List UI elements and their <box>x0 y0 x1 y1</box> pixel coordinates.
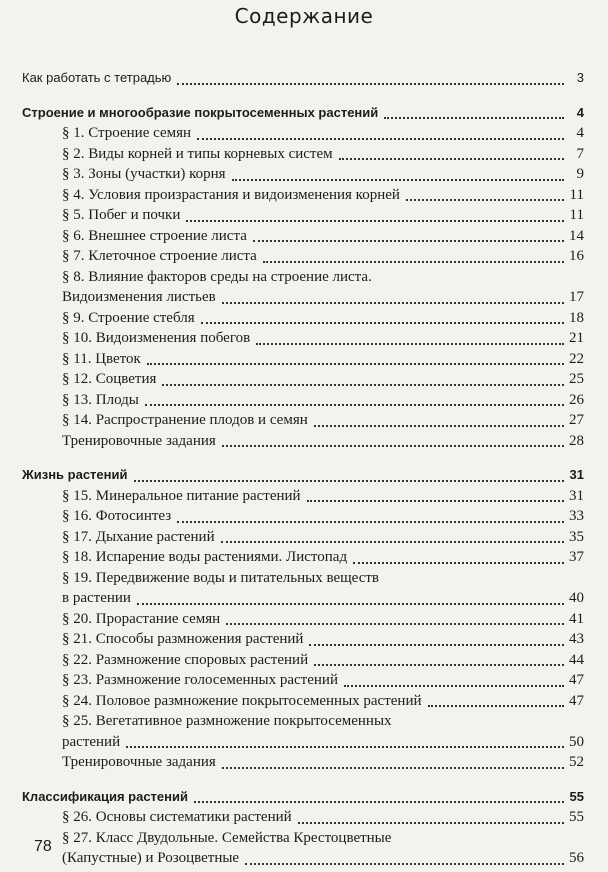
dot-leader <box>134 480 565 482</box>
dot-leader <box>201 322 564 324</box>
toc-entry <box>22 486 584 507</box>
dot-leader <box>194 801 564 803</box>
dot-leader <box>197 138 564 140</box>
page-title: Содержание <box>234 4 374 28</box>
toc-entry-label: § 23. Размножение голосеменных растений <box>62 672 338 688</box>
toc-entry-label: § 10. Видоизменения побегов <box>62 330 251 346</box>
toc-page-number: 31 <box>569 487 584 504</box>
toc-entry <box>22 848 584 869</box>
toc-page-number: 22 <box>569 350 584 367</box>
dot-leader <box>177 83 564 85</box>
toc-entry <box>22 629 584 650</box>
toc-entry-label: § 18. Испарение воды растениями. Листопад <box>62 549 348 565</box>
dot-leader <box>222 767 564 769</box>
toc-entry <box>22 205 584 226</box>
toc-page-number: 37 <box>569 549 584 565</box>
toc-entry-label: Тренировочные задания <box>62 754 216 770</box>
toc-section-heading <box>22 787 584 808</box>
dot-leader <box>137 603 564 605</box>
dot-leader <box>309 644 564 646</box>
toc-entry-label: § 17. Дыхание растений <box>62 528 215 545</box>
section-gap <box>22 451 584 465</box>
toc-page-number: 52 <box>569 754 584 770</box>
toc-entry-label: § 14. Распространение плодов и семян <box>62 412 308 428</box>
dot-leader <box>221 541 564 543</box>
toc-entry-label: в растении <box>62 590 131 606</box>
dot-leader <box>428 705 564 707</box>
dot-leader <box>253 240 564 242</box>
toc-entry-label: § 8. Влияние факторов среды на строение листа. <box>62 268 372 285</box>
toc-entry <box>22 588 584 609</box>
toc-page-number: 25 <box>569 371 584 387</box>
dot-leader <box>298 822 564 824</box>
toc-entry <box>22 164 584 185</box>
toc-entry-label: § 4. Условия произрастания и видоизменения корней <box>62 186 400 203</box>
dot-leader <box>314 664 564 666</box>
toc-page-number: 44 <box>569 651 584 668</box>
toc-entry-label: Жизнь растений <box>22 467 128 482</box>
toc-page-number: 26 <box>569 391 584 408</box>
toc-page-number: 56 <box>569 850 584 866</box>
toc-entry-label: § 7. Клеточное строение листа <box>62 248 257 264</box>
toc-page-number: 18 <box>569 309 584 326</box>
toc-entry-label: § 13. Плоды <box>62 391 139 408</box>
toc-page-number: 4 <box>576 125 584 141</box>
toc-page-number: 4 <box>576 104 584 120</box>
toc-entry <box>22 547 584 568</box>
toc-entry-label: § 12. Соцветия <box>62 371 157 387</box>
dot-leader <box>222 445 564 447</box>
toc-entry-label: § 20. Прорастание семян <box>62 610 221 627</box>
toc-entry <box>22 752 584 773</box>
toc-page-number: 35 <box>569 528 584 545</box>
section-gap <box>22 89 584 103</box>
toc-entry <box>22 828 584 849</box>
toc-entry-label: Тренировочные задания <box>62 432 216 449</box>
toc-entry <box>22 144 584 165</box>
dot-leader <box>263 261 564 263</box>
dot-leader <box>353 562 564 564</box>
toc-entry <box>22 369 584 390</box>
toc-entry-label: § 27. Класс Двудольные. Семейства Крестоцветные <box>62 829 392 846</box>
toc-page-number: 41 <box>569 610 584 627</box>
toc-entry <box>22 328 584 349</box>
toc-page-number: 17 <box>569 289 584 305</box>
dot-leader <box>406 199 564 201</box>
dot-leader <box>339 158 564 160</box>
toc-entry-label: Строение и многообразие покрытосеменных растений <box>22 104 379 120</box>
toc-entry-label: § 21. Способы размножения растений <box>62 631 304 647</box>
toc-entry <box>22 609 584 630</box>
toc-page-number: 11 <box>569 186 584 203</box>
toc-page-number: 31 <box>569 467 584 482</box>
toc-page-number: 11 <box>569 207 584 223</box>
dot-leader <box>307 500 564 502</box>
toc-entry-label: (Капустные) и Розоцветные <box>62 850 240 866</box>
toc-entry-label: § 26. Основы систематики растений <box>62 809 292 825</box>
toc-entry <box>22 349 584 370</box>
toc-entry-label: § 15. Минеральное питание растений <box>62 487 301 504</box>
toc-entry-label: § 3. Зоны (участки) корня <box>62 166 226 182</box>
toc-entry <box>22 691 584 712</box>
toc-entry <box>22 308 584 329</box>
dot-leader <box>314 425 564 427</box>
toc-entry <box>22 650 584 671</box>
toc-entry-label: Классификация растений <box>22 788 188 804</box>
dot-leader <box>147 363 564 365</box>
toc-page-number: 55 <box>569 788 584 804</box>
dot-leader <box>232 179 564 181</box>
toc-page-number: 47 <box>569 672 584 688</box>
toc-page-number: 7 <box>576 145 584 162</box>
page-number: 78 <box>34 838 52 855</box>
dot-leader <box>222 302 564 304</box>
toc-entry <box>22 287 584 308</box>
dot-leader <box>226 623 564 625</box>
toc-entry <box>22 807 584 828</box>
toc-entry <box>22 670 584 691</box>
toc-page-number: 33 <box>569 508 584 524</box>
toc-entry-label: Как работать с тетрадью <box>22 70 172 85</box>
dot-leader <box>126 746 564 748</box>
toc-entry-label: § 19. Передвижение воды и питательных веществ <box>62 569 379 586</box>
toc-entry <box>22 568 584 589</box>
toc-entry <box>22 732 584 753</box>
dot-leader <box>344 685 564 687</box>
toc-page-number: 55 <box>569 809 584 825</box>
toc-entry <box>22 527 584 548</box>
toc-section-heading <box>22 465 584 486</box>
toc-page-number: 14 <box>569 227 584 244</box>
dot-leader <box>177 521 564 523</box>
toc-entry-label: растений <box>62 733 121 750</box>
section-gap <box>22 773 584 787</box>
toc-entry <box>22 68 584 89</box>
toc-entry-label: § 11. Цветок <box>62 350 141 367</box>
dot-leader <box>186 220 564 222</box>
toc-entry <box>22 506 584 527</box>
dot-leader <box>145 404 564 406</box>
toc-entry <box>22 123 584 144</box>
toc-page-number: 27 <box>569 412 584 428</box>
toc-entry-label: § 5. Побег и почки <box>62 207 181 223</box>
toc-entry <box>22 246 584 267</box>
toc-page-number: 3 <box>576 70 584 85</box>
toc-page-number: 16 <box>569 248 584 264</box>
toc-section-heading <box>22 103 584 124</box>
toc-page-number: 28 <box>569 432 584 449</box>
toc-entry-label: § 2. Виды корней и типы корневых систем <box>62 145 333 162</box>
toc-page-number: 9 <box>576 166 584 182</box>
toc-page-number: 21 <box>569 330 584 346</box>
dot-leader <box>245 863 564 865</box>
toc-entry-label: § 9. Строение стебля <box>62 309 195 326</box>
toc-entry <box>22 390 584 411</box>
table-of-contents <box>22 68 584 869</box>
toc-entry-label: § 16. Фотосинтез <box>62 508 172 524</box>
dot-leader <box>384 117 564 119</box>
toc-entry-label: § 25. Вегетативное размножение покрытосеменных <box>62 713 392 729</box>
toc-entry-label: § 6. Внешнее строение листа <box>62 227 247 244</box>
toc-entry-label: § 1. Строение семян <box>62 125 192 141</box>
dot-leader <box>162 384 564 386</box>
toc-entry <box>22 431 584 452</box>
toc-page-number: 40 <box>569 590 584 606</box>
toc-page-number: 50 <box>569 733 584 750</box>
toc-entry-label: § 22. Размножение споровых растений <box>62 651 309 668</box>
toc-entry-label: § 24. Половое размножение покрытосеменных растений <box>62 692 422 709</box>
toc-entry <box>22 226 584 247</box>
toc-entry <box>22 267 584 288</box>
toc-entry <box>22 711 584 732</box>
toc-entry <box>22 185 584 206</box>
toc-page-number: 47 <box>569 692 584 709</box>
toc-page-number: 43 <box>569 631 584 647</box>
toc-entry-label: Видоизменения листьев <box>62 289 216 305</box>
dot-leader <box>256 343 564 345</box>
toc-entry <box>22 410 584 431</box>
